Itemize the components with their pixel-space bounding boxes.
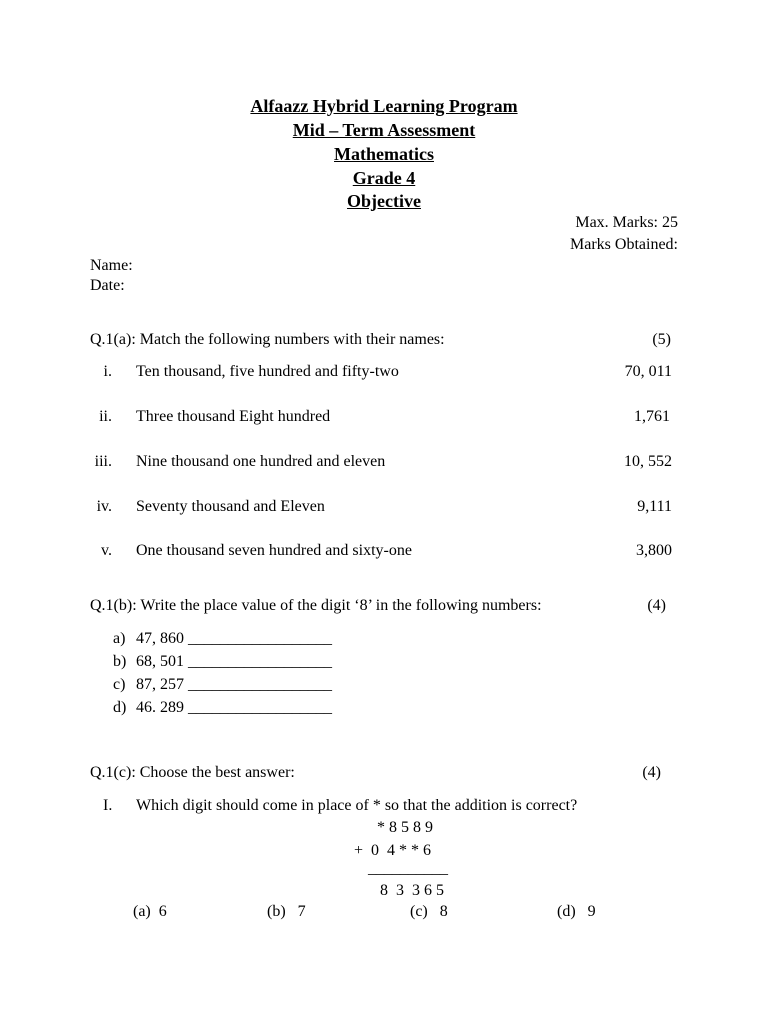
sum-addend-2: + 0 4 * * 6 (354, 842, 432, 859)
q1b-item-label: a) (113, 630, 126, 647)
option-c: (c) 8 (410, 903, 448, 920)
title-program: Alfaazz Hybrid Learning Program (250, 96, 518, 116)
q1a-marks: (5) (652, 331, 671, 348)
q1a-item-text: Three thousand Eight hundred (136, 408, 331, 425)
q1a-item-text: Nine thousand one hundred and eleven (136, 453, 386, 470)
sum-rule: __________ (368, 860, 448, 877)
q1b-item-label: d) (113, 699, 127, 716)
q1a-item-value: 10, 552 (624, 453, 672, 470)
q1a-item-value: 9,111 (637, 498, 672, 515)
sum-addend-1: * 8 5 8 9 (377, 819, 433, 836)
option-a: (a) 6 (133, 903, 167, 920)
q1c-question-text: Which digit should come in place of * so that the addition is correct? (136, 797, 578, 814)
q1a-item-value: 70, 011 (624, 363, 672, 380)
q1b-item-text: 46. 289 __________________ (136, 699, 332, 716)
q1c-question-num: I. (103, 797, 113, 814)
q1a-item-value: 3,800 (636, 542, 672, 559)
q1a-item-num: iii. (94, 453, 112, 470)
q1c-marks: (4) (642, 764, 661, 781)
q1b-item-label: c) (113, 676, 126, 693)
date-label: Date: (90, 277, 125, 294)
q1b-item-text: 87, 257 __________________ (136, 676, 332, 693)
q1a-item-num: ii. (99, 408, 112, 425)
title-subject: Mathematics (334, 144, 434, 164)
q1b-marks: (4) (647, 597, 666, 614)
title-assessment: Mid – Term Assessment (292, 120, 476, 140)
q1a-item-text: Ten thousand, five hundred and fifty-two (136, 363, 399, 380)
q1a-item-text: One thousand seven hundred and sixty-one (136, 542, 412, 559)
q1b-item-label: b) (113, 653, 127, 670)
q1a-item-text: Seventy thousand and Eleven (136, 498, 325, 515)
name-label: Name: (90, 257, 133, 274)
option-d: (d) 9 (557, 903, 596, 920)
q1a-item-value: 1,761 (634, 408, 670, 425)
q1c-title: Q.1(c): Choose the best answer: (90, 764, 295, 781)
sum-result: 8 3 3 6 5 (380, 882, 444, 899)
max-marks: Max. Marks: 25 (575, 214, 678, 231)
option-b: (b) 7 (267, 903, 306, 920)
q1b-item-text: 68, 501 __________________ (136, 653, 332, 670)
title-section: Objective (347, 191, 421, 211)
title-grade: Grade 4 (352, 168, 416, 188)
q1a-item-num: v. (101, 542, 112, 559)
q1a-item-num: iv. (96, 498, 112, 515)
q1a-item-num: i. (103, 363, 112, 380)
marks-obtained: Marks Obtained: (570, 236, 678, 253)
q1a-title: Q.1(a): Match the following numbers with their names: (90, 331, 445, 348)
q1b-title: Q.1(b): Write the place value of the digit ‘8’ in the following numbers: (90, 597, 542, 614)
q1b-item-text: 47, 860 __________________ (136, 630, 332, 647)
